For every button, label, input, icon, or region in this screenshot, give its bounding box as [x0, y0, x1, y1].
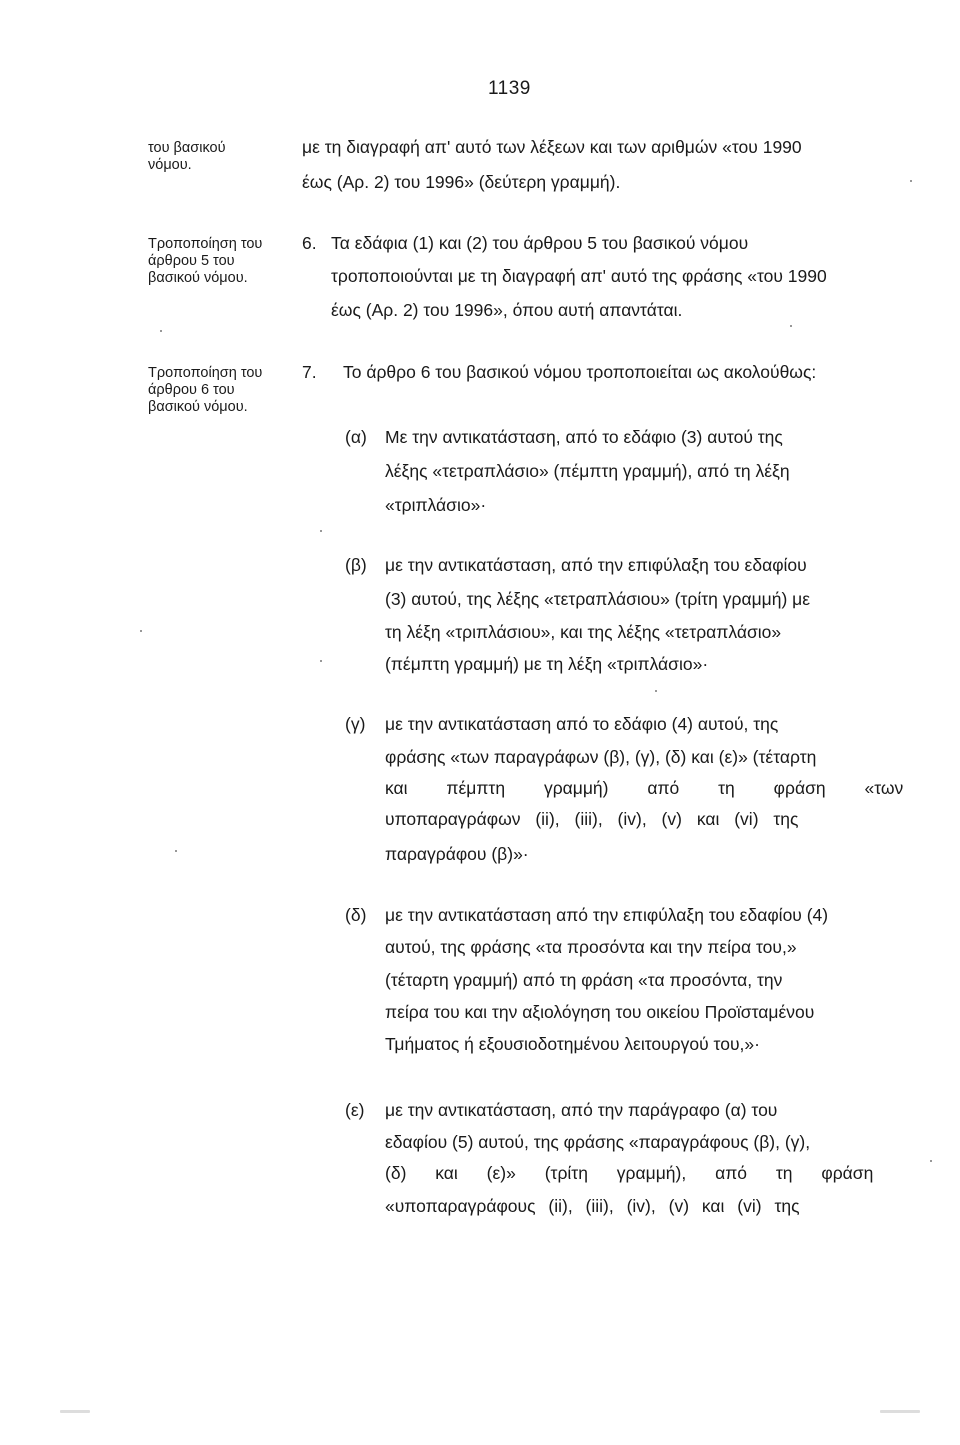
scan-speck: [655, 690, 657, 692]
page-number: 1139: [488, 78, 531, 99]
text-line: έως (Αρ. 2) του 1996» (δεύτερη γραμμή).: [302, 172, 621, 192]
scan-speck: [910, 180, 912, 182]
scan-speck: [60, 1410, 90, 1413]
margin-note: Τροποποίηση του άρθρου 5 του βασικού νόμου.: [148, 236, 263, 286]
item-label: (γ): [345, 714, 366, 734]
margin-note: του βασικού νόμου.: [148, 140, 226, 173]
item-label: (α): [345, 427, 367, 447]
text-line: έως (Αρ. 2) του 1996», όπου αυτή απαντάται.: [331, 300, 683, 320]
text-line: με την αντικατάσταση, από την παράγραφο (α) του: [385, 1100, 778, 1120]
scan-speck: [140, 630, 142, 632]
margin-note: Τροποποίηση του άρθρου 6 του βασικού νόμου.: [148, 365, 263, 415]
text-line: υποπαραγράφων (ii), (iii), (iv), (v) και (vi) της: [385, 809, 799, 829]
text-line: τροποποιούνται με τη διαγραφή απ' αυτό της φράσης «του 1990: [331, 266, 827, 286]
text-line: με την αντικατάσταση από το εδάφιο (4) αυτού, της: [385, 714, 779, 734]
text-line: (πέμπτη γραμμή) με τη λέξη «τριπλάσιο»·: [385, 654, 709, 674]
text-line: πείρα του και την αξιολόγηση του οικείου Προϊσταμένου: [385, 1002, 815, 1022]
text-line: παραγράφου (β)»·: [385, 844, 529, 864]
text-line: τη λέξη «τριπλάσιου», και της λέξης «τετραπλάσιο»: [385, 622, 782, 642]
text-line: Τα εδάφια (1) και (2) του άρθρου 5 του βασικού νόμου: [331, 233, 749, 253]
scan-speck: [320, 660, 322, 662]
scan-speck: [880, 1410, 920, 1413]
text-line: λέξης «τετραπλάσιο» (πέμπτη γραμμή), από τη λέξη: [385, 461, 790, 481]
text-line: «τριπλάσιο»·: [385, 495, 487, 515]
text-line: «υποπαραγράφους (ii), (iii), (iv), (v) και (vi) της: [385, 1196, 800, 1216]
text-line: με τη διαγραφή απ' αυτό των λέξεων και των αριθμών «του 1990: [302, 137, 802, 157]
text-line: (δ) και (ε)» (τρίτη γραμμή), από τη φράση: [385, 1163, 874, 1183]
paragraph-number: 7.: [302, 362, 317, 382]
paragraph-number: 6.: [302, 233, 317, 253]
text-line: Με την αντικατάσταση, από το εδάφιο (3) αυτού της: [385, 427, 783, 447]
scan-speck: [160, 330, 162, 332]
scan-speck: [790, 325, 792, 327]
text-line: (3) αυτού, της λέξης «τετραπλάσιου» (τρίτη γραμμή) με: [385, 589, 811, 609]
text-line: (τέταρτη γραμμή) από τη φράση «τα προσόντα, την: [385, 970, 783, 990]
item-label: (δ): [345, 905, 367, 925]
item-label: (β): [345, 555, 367, 575]
text-line: φράσης «των παραγράφων (β), (γ), (δ) και (ε)» (τέταρτη: [385, 747, 817, 767]
scan-speck: [175, 850, 177, 852]
item-label: (ε): [345, 1100, 365, 1120]
text-line: με την αντικατάσταση, από την επιφύλαξη του εδαφίου: [385, 555, 807, 575]
scan-speck: [930, 1160, 932, 1162]
text-line: με την αντικατάσταση από την επιφύλαξη του εδαφίου (4): [385, 905, 829, 925]
text-line: αυτού, της φράσης «τα προσόντα και την πείρα του,»: [385, 937, 797, 957]
text-line: Τμήματος ή εξουσιοδοτημένου λειτουργού του,»·: [385, 1034, 760, 1054]
paragraph-lead: Το άρθρο 6 του βασικού νόμου τροποποιείται ως ακολούθως:: [343, 362, 817, 382]
text-line: και πέμπτη γραμμή) από τη φράση «των: [385, 778, 904, 798]
text-line: εδαφίου (5) αυτού, της φράσης «παραγράφους (β), (γ),: [385, 1132, 811, 1152]
scan-speck: [320, 530, 322, 532]
